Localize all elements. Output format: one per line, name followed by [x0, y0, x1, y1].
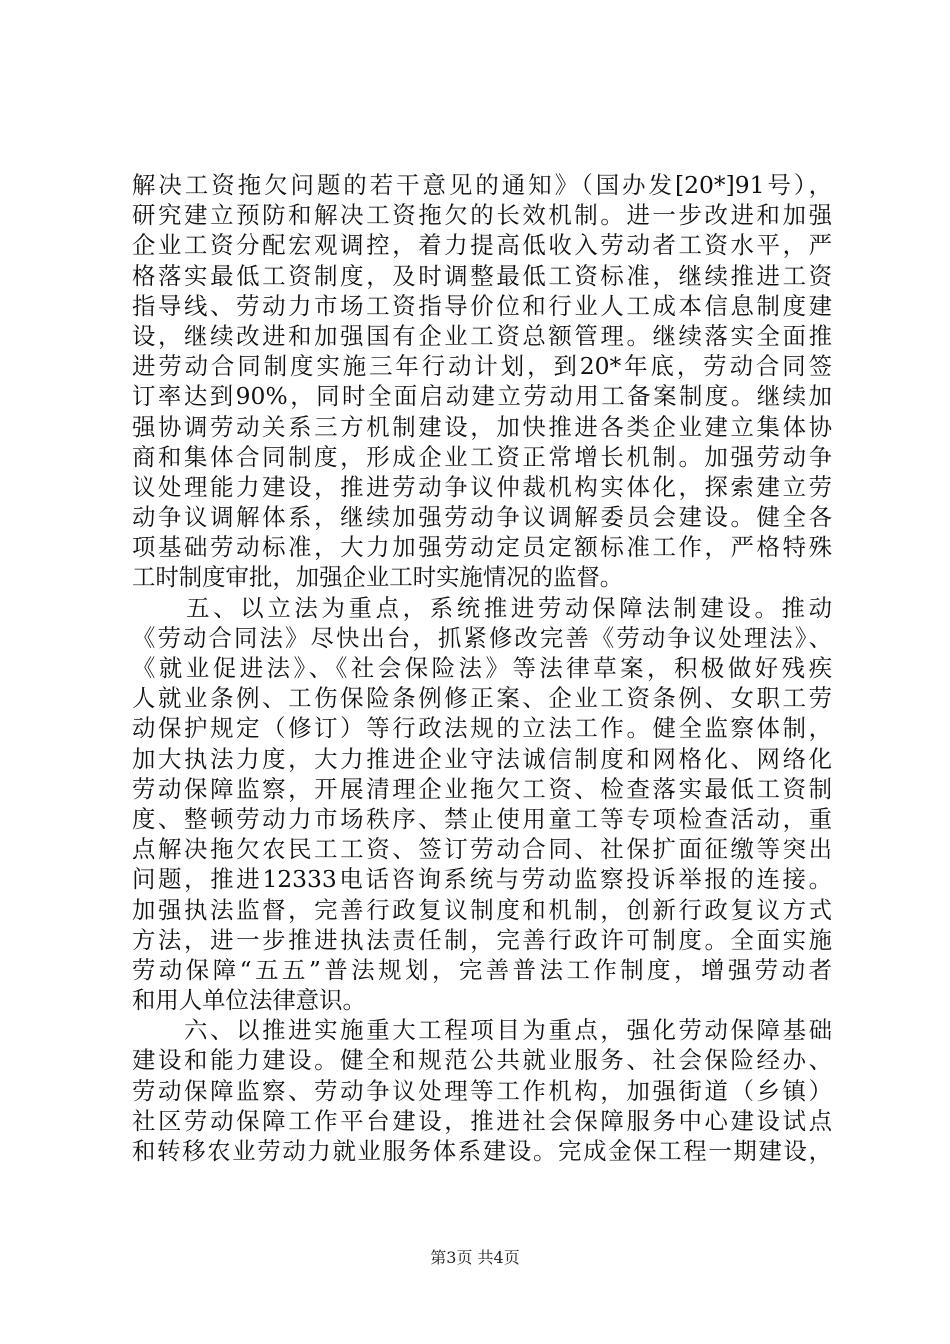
text-line: 研究建立预防和解决工资拖欠的长效机制。进一步改进和加强 — [132, 201, 832, 230]
text-line: 和用人单位法律意识。 — [132, 986, 366, 1015]
document-body — [132, 170, 832, 1166]
text-line: 进劳动合同制度实施三年行动计划，到20*年底，劳动合同签 — [132, 352, 832, 381]
text-line: 强协调劳动关系三方机制建设，加快推进各类企业建立集体协 — [132, 412, 832, 441]
text-line: 度、整顿劳动力市场秩序、禁止使用童工等专项检查活动，重 — [132, 804, 832, 833]
text-line: 设，继续改进和加强国有企业工资总额管理。继续落实全面推 — [132, 321, 832, 350]
page-footer: 第3页 共4页 — [430, 1248, 520, 1267]
text-line: 商和集体合同制度，形成企业工资正常增长机制。加强劳动争 — [132, 442, 832, 471]
text-line: 加大执法力度，大力推进企业守法诚信制度和网格化、网络化 — [132, 744, 832, 773]
text-line: 六、以推进实施重大工程项目为重点，强化劳动保障基础 — [132, 1016, 832, 1045]
text-line: 《劳动合同法》尽快出台，抓紧修改完善《劳动争议处理法》、 — [132, 623, 832, 652]
text-line: 问题，推进12333电话咨询系统与劳动监察投诉举报的连接。 — [132, 865, 832, 894]
text-line: 劳动保障监察、劳动争议处理等工作机构，加强街道（乡镇） — [132, 1076, 832, 1105]
text-line: 五、以立法为重点，系统推进劳动保障法制建设。推动 — [132, 593, 832, 622]
text-line: 劳动保障“五五”普法规划，完善普法工作制度，增强劳动者 — [132, 955, 832, 984]
text-line: 《就业促进法》、《社会保险法》等法律草案，积极做好残疾 — [132, 654, 832, 682]
text-line: 建设和能力建设。健全和规范公共就业服务、社会保险经办、 — [132, 1046, 832, 1075]
text-line: 动保护规定（修订）等行政法规的立法工作。健全监察体制， — [132, 714, 832, 743]
text-line: 方法，进一步推进执法责任制，完善行政许可制度。全面实施 — [132, 925, 832, 954]
text-line: 项基础劳动标准，大力加强劳动定员定额标准工作，严格特殊 — [132, 533, 832, 562]
text-line: 加强执法监督，完善行政复议制度和机制，创新行政复议方式 — [132, 895, 832, 924]
text-line: 社区劳动保障工作平台建设，推进社会保障服务中心建设试点 — [132, 1106, 832, 1135]
text-line: 解决工资拖欠问题的若干意见的通知》（国办发[20*]91号）， — [132, 171, 832, 199]
text-line: 点解决拖欠农民工工资、签订劳动合同、社保扩面征缴等突出 — [132, 835, 832, 864]
text-line: 订率达到90%，同时全面启动建立劳动用工备案制度。继续加 — [132, 382, 832, 411]
text-line: 和转移农业劳动力就业服务体系建设。完成金保工程一期建设， — [132, 1137, 832, 1165]
text-line: 议处理能力建设，推进劳动争议仲裁机构实体化，探索建立劳 — [132, 472, 832, 501]
text-line: 人就业条例、工伤保险条例修正案、企业工资条例、女职工劳 — [132, 684, 832, 713]
text-line: 动争议调解体系，继续加强劳动争议调解委员会建设。健全各 — [132, 503, 832, 532]
text-line: 格落实最低工资制度，及时调整最低工资标准，继续推进工资 — [132, 261, 832, 290]
text-line: 工时制度审批，加强企业工时实施情况的监督。 — [132, 563, 624, 592]
text-line: 企业工资分配宏观调控，着力提高低收入劳动者工资水平，严 — [132, 231, 832, 260]
text-line: 指导线、劳动力市场工资指导价位和行业人工成本信息制度建 — [132, 291, 832, 320]
text-line: 劳动保障监察，开展清理企业拖欠工资、检查落实最低工资制 — [132, 774, 832, 803]
